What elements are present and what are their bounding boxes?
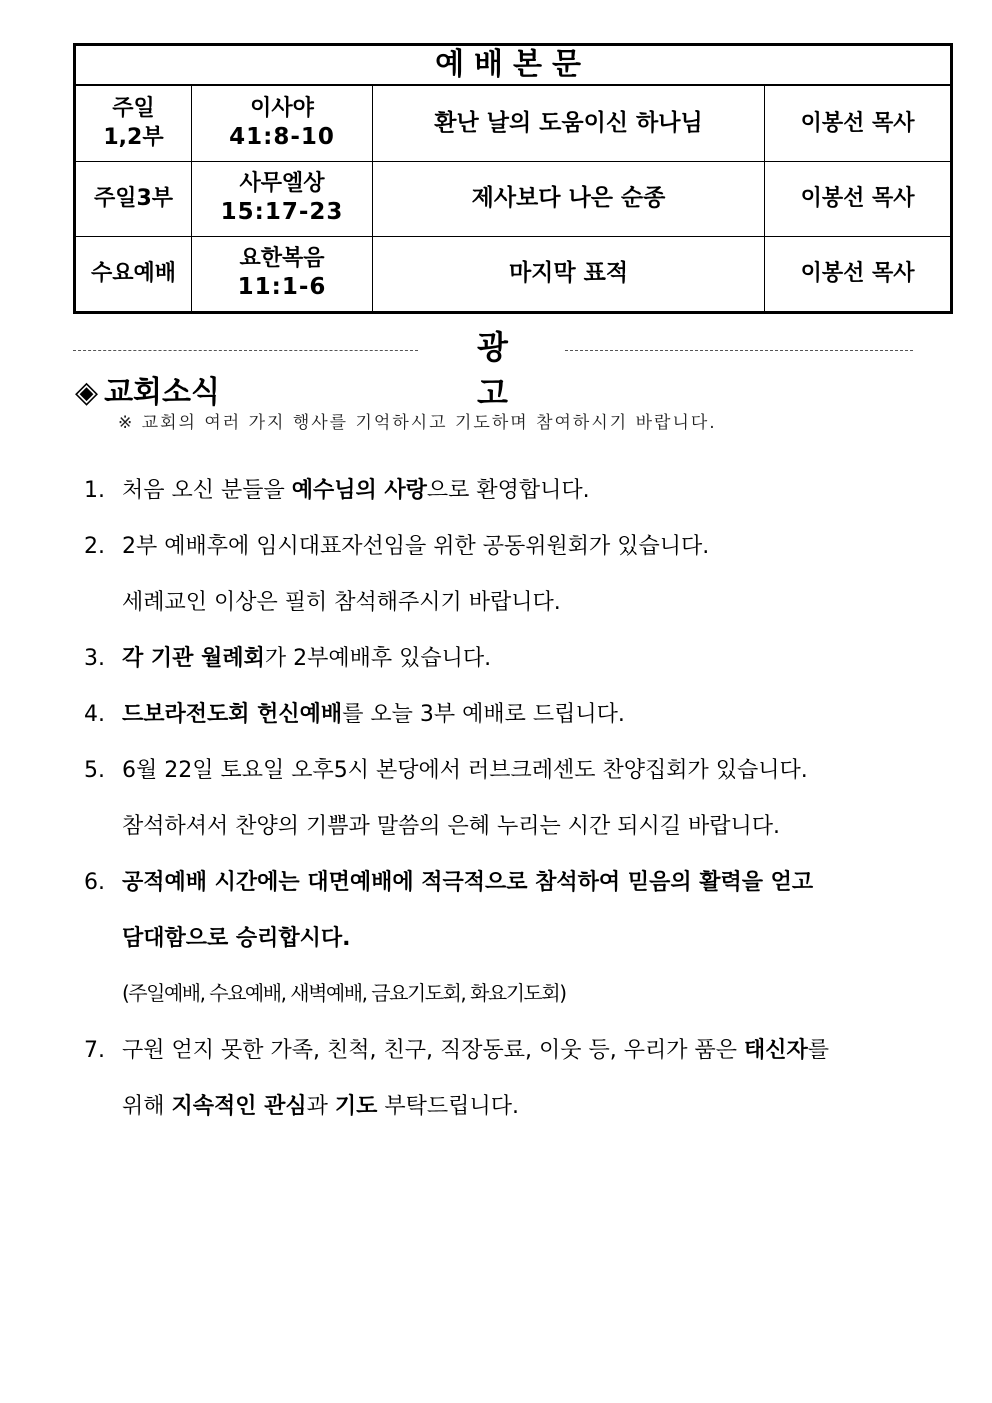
scripture-reference: 이사야 41:8-10	[192, 85, 373, 161]
preacher: 이봉선 목사	[765, 236, 952, 312]
scripture-reference: 요한복음 11:1-6	[192, 236, 373, 312]
service-name: 수요예배	[75, 236, 192, 312]
list-item-continuation: 위해 지속적인 관심과 기도 부탁드립니다.	[122, 1094, 519, 1119]
list-item: 1. 처음 오신 분들을 예수님의 사랑으로 환영합니다.	[84, 478, 590, 503]
list-item: 7. 구원 얻지 못한 가족, 친척, 친구, 직장동료, 이웃 등, 우리가 품은 태신자를	[84, 1038, 829, 1063]
scripture-reference: 사무엘상 15:17-23	[192, 161, 373, 236]
sermon-table	[73, 43, 953, 314]
divider	[565, 350, 913, 351]
service-name: 주일3부	[75, 161, 192, 236]
sermon-title: 마지막 표적	[373, 236, 765, 312]
list-item-continuation: (주일예배, 수요예배, 새벽예배, 금요기도회, 화요기도회)	[122, 981, 566, 1005]
list-item: 6. 공적예배 시간에는 대면예배에 적극적으로 참석하여 믿음의 활력을 얻고	[84, 870, 814, 895]
list-item: 5. 6월 22일 토요일 오후5시 본당에서 러브크레센도 찬양집회가 있습니다.	[84, 758, 808, 783]
list-item: 3. 각 기관 월례회가 2부예배후 있습니다.	[84, 646, 492, 671]
list-item-continuation: 참석하셔서 찬양의 기쁨과 말씀의 은혜 누리는 시간 되시길 바랍니다.	[122, 814, 780, 839]
church-news-note: ※ 교회의 여러 가지 행사를 기억하시고 기도하며 참여하시기 바랍니다.	[118, 413, 717, 433]
list-item-continuation: 담대함으로 승리합시다.	[122, 926, 351, 951]
service-name: 주일 1,2부	[75, 85, 192, 161]
announcement-title: 광고	[477, 328, 534, 412]
list-item: 2. 2부 예배후에 임시대표자선임을 위한 공동위원회가 있습니다.	[84, 534, 710, 559]
church-news-title: ◈ 교회소식	[75, 375, 220, 410]
table-row	[75, 85, 952, 161]
table-row	[75, 161, 952, 236]
sermon-table-title: 예배본문	[75, 45, 952, 86]
list-item-continuation: 세례교인 이상은 필히 참석해주시기 바랍니다.	[122, 590, 561, 615]
sermon-title: 제사보다 나은 순종	[373, 161, 765, 236]
divider	[73, 350, 418, 351]
diamond-bullet-icon: ◈	[75, 375, 99, 410]
preacher: 이봉선 목사	[765, 85, 952, 161]
sermon-title: 환난 날의 도움이신 하나님	[373, 85, 765, 161]
preacher: 이봉선 목사	[765, 161, 952, 236]
list-item: 4. 드보라전도회 헌신예배를 오늘 3부 예배로 드립니다.	[84, 702, 625, 727]
table-row	[75, 236, 952, 312]
